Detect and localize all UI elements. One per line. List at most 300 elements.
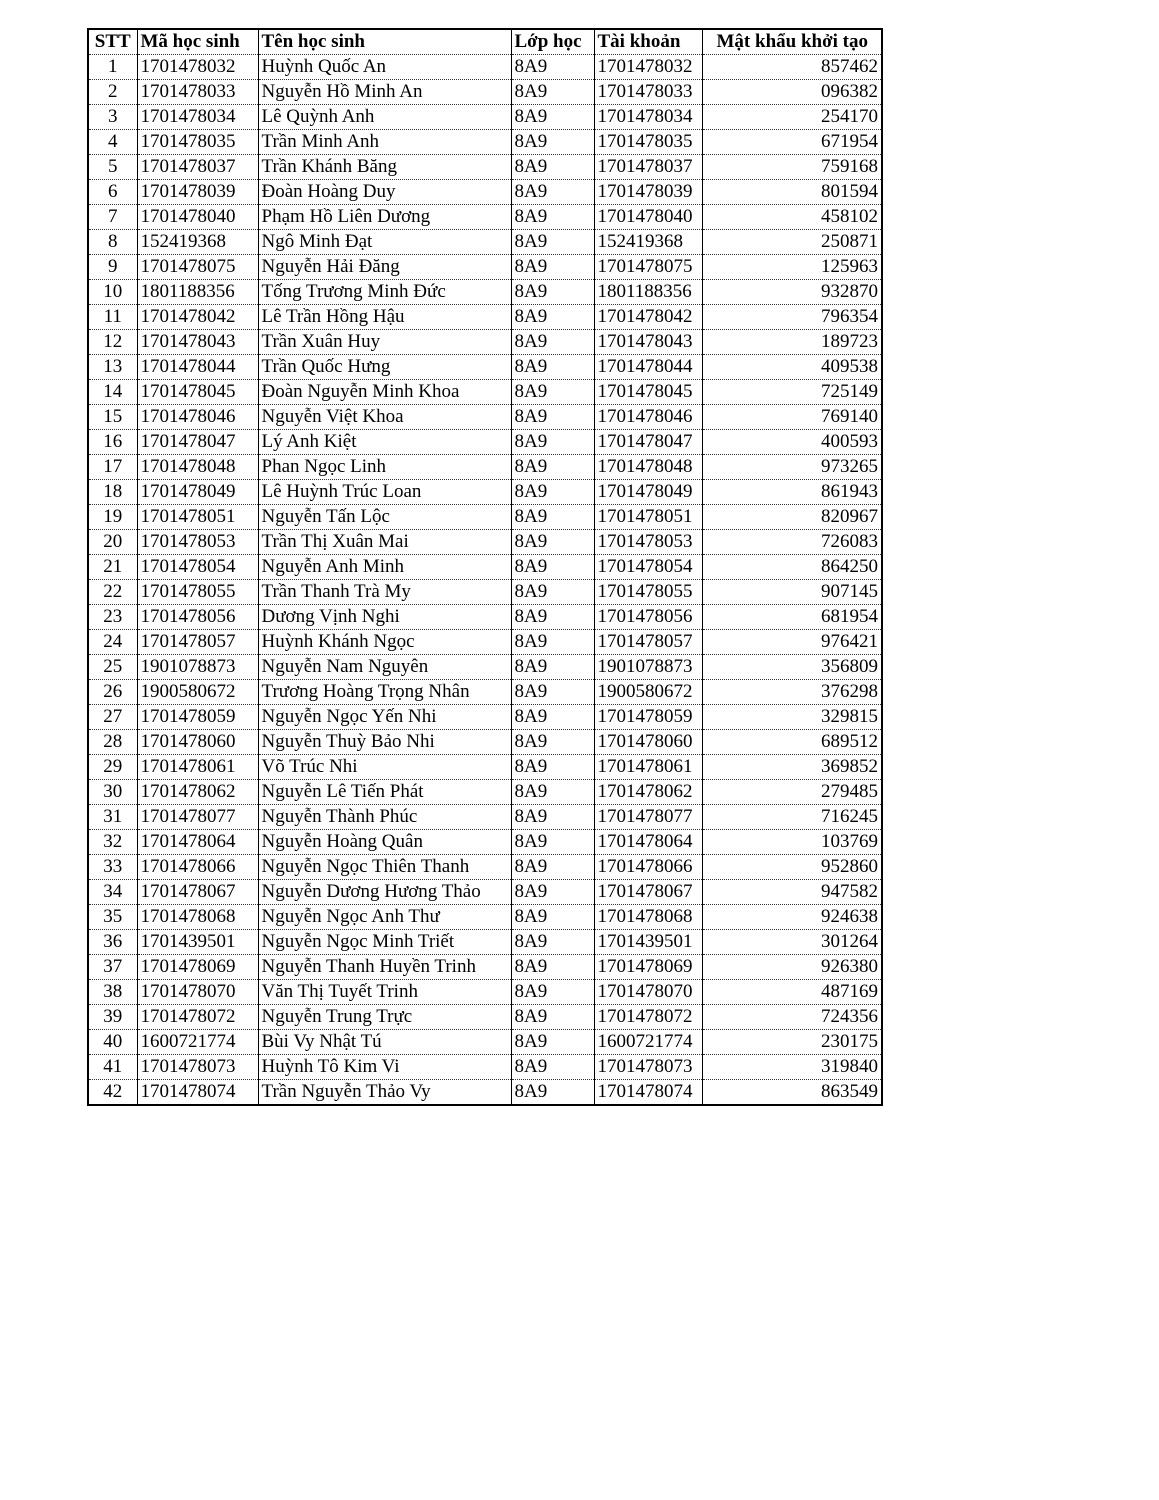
cell-ten-hoc-sinh: Nguyễn Ngọc Anh Thư xyxy=(258,905,511,930)
cell-ten-hoc-sinh: Nguyễn Việt Khoa xyxy=(258,405,511,430)
cell-ten-hoc-sinh: Nguyễn Ngọc Thiên Thanh xyxy=(258,855,511,880)
cell-ten-hoc-sinh: Phạm Hồ Liên Dương xyxy=(258,205,511,230)
cell-tai-khoan: 1701478061 xyxy=(594,755,702,780)
cell-lop-hoc: 8A9 xyxy=(511,180,594,205)
cell-stt: 32 xyxy=(88,830,137,855)
cell-lop-hoc: 8A9 xyxy=(511,530,594,555)
cell-mat-khau: 487169 xyxy=(702,980,882,1005)
cell-ma-hoc-sinh: 1701478074 xyxy=(137,1080,258,1106)
cell-ten-hoc-sinh: Võ Trúc Nhi xyxy=(258,755,511,780)
cell-ma-hoc-sinh: 1701478049 xyxy=(137,480,258,505)
cell-mat-khau: 769140 xyxy=(702,405,882,430)
cell-lop-hoc: 8A9 xyxy=(511,780,594,805)
cell-tai-khoan: 1701478059 xyxy=(594,705,702,730)
cell-lop-hoc: 8A9 xyxy=(511,155,594,180)
table-row xyxy=(88,905,882,930)
cell-stt: 1 xyxy=(88,55,137,80)
cell-stt: 35 xyxy=(88,905,137,930)
cell-tai-khoan: 1701478075 xyxy=(594,255,702,280)
cell-tai-khoan: 1701478054 xyxy=(594,555,702,580)
table-row xyxy=(88,480,882,505)
cell-ten-hoc-sinh: Trần Xuân Huy xyxy=(258,330,511,355)
cell-tai-khoan: 1901078873 xyxy=(594,655,702,680)
cell-ten-hoc-sinh: Trần Thị Xuân Mai xyxy=(258,530,511,555)
cell-ten-hoc-sinh: Tống Trương Minh Đức xyxy=(258,280,511,305)
table-row xyxy=(88,280,882,305)
table-row xyxy=(88,955,882,980)
cell-tai-khoan: 1701478068 xyxy=(594,905,702,930)
cell-ma-hoc-sinh: 1900580672 xyxy=(137,680,258,705)
cell-tai-khoan: 1701478073 xyxy=(594,1055,702,1080)
cell-ten-hoc-sinh: Trương Hoàng Trọng Nhân xyxy=(258,680,511,705)
cell-ten-hoc-sinh: Nguyễn Anh Minh xyxy=(258,555,511,580)
cell-mat-khau: 096382 xyxy=(702,80,882,105)
cell-ten-hoc-sinh: Nguyễn Dương Hương Thảo xyxy=(258,880,511,905)
header-stt: STT xyxy=(88,29,137,55)
cell-ma-hoc-sinh: 1701478034 xyxy=(137,105,258,130)
cell-stt: 21 xyxy=(88,555,137,580)
cell-stt: 33 xyxy=(88,855,137,880)
header-tai-khoan: Tài khoản xyxy=(594,29,702,55)
cell-ten-hoc-sinh: Ngô Minh Đạt xyxy=(258,230,511,255)
cell-mat-khau: 724356 xyxy=(702,1005,882,1030)
cell-ma-hoc-sinh: 1901078873 xyxy=(137,655,258,680)
cell-stt: 39 xyxy=(88,1005,137,1030)
header-lop-hoc: Lớp học xyxy=(511,29,594,55)
cell-stt: 26 xyxy=(88,680,137,705)
table-row xyxy=(88,980,882,1005)
cell-stt: 16 xyxy=(88,430,137,455)
cell-tai-khoan: 1701478042 xyxy=(594,305,702,330)
cell-ma-hoc-sinh: 1701478046 xyxy=(137,405,258,430)
cell-ma-hoc-sinh: 1701478047 xyxy=(137,430,258,455)
cell-lop-hoc: 8A9 xyxy=(511,205,594,230)
cell-tai-khoan: 1701478049 xyxy=(594,480,702,505)
cell-mat-khau: 976421 xyxy=(702,630,882,655)
table-row xyxy=(88,1080,882,1106)
cell-ma-hoc-sinh: 1801188356 xyxy=(137,280,258,305)
table-row xyxy=(88,80,882,105)
cell-lop-hoc: 8A9 xyxy=(511,655,594,680)
table-row xyxy=(88,730,882,755)
cell-tai-khoan: 1701478070 xyxy=(594,980,702,1005)
cell-mat-khau: 125963 xyxy=(702,255,882,280)
cell-ma-hoc-sinh: 1701478064 xyxy=(137,830,258,855)
table-row xyxy=(88,1055,882,1080)
table-row xyxy=(88,155,882,180)
cell-lop-hoc: 8A9 xyxy=(511,230,594,255)
cell-ten-hoc-sinh: Nguyễn Lê Tiến Phát xyxy=(258,780,511,805)
cell-ma-hoc-sinh: 1701478055 xyxy=(137,580,258,605)
cell-tai-khoan: 1701478045 xyxy=(594,380,702,405)
cell-stt: 18 xyxy=(88,480,137,505)
cell-stt: 9 xyxy=(88,255,137,280)
cell-lop-hoc: 8A9 xyxy=(511,455,594,480)
table-row xyxy=(88,305,882,330)
cell-stt: 42 xyxy=(88,1080,137,1106)
cell-lop-hoc: 8A9 xyxy=(511,280,594,305)
cell-tai-khoan: 1701478062 xyxy=(594,780,702,805)
student-account-table xyxy=(87,28,883,1106)
cell-ten-hoc-sinh: Trần Minh Anh xyxy=(258,130,511,155)
cell-ten-hoc-sinh: Nguyễn Tấn Lộc xyxy=(258,505,511,530)
cell-mat-khau: 689512 xyxy=(702,730,882,755)
cell-tai-khoan: 1701478035 xyxy=(594,130,702,155)
cell-mat-khau: 864250 xyxy=(702,555,882,580)
cell-stt: 2 xyxy=(88,80,137,105)
cell-stt: 11 xyxy=(88,305,137,330)
cell-stt: 31 xyxy=(88,805,137,830)
cell-ten-hoc-sinh: Lê Huỳnh Trúc Loan xyxy=(258,480,511,505)
cell-ma-hoc-sinh: 1701478073 xyxy=(137,1055,258,1080)
cell-ten-hoc-sinh: Trần Khánh Băng xyxy=(258,155,511,180)
cell-ma-hoc-sinh: 1701478042 xyxy=(137,305,258,330)
cell-stt: 19 xyxy=(88,505,137,530)
cell-ma-hoc-sinh: 1701478057 xyxy=(137,630,258,655)
table-row xyxy=(88,855,882,880)
cell-ten-hoc-sinh: Dương Vịnh Nghi xyxy=(258,605,511,630)
cell-mat-khau: 671954 xyxy=(702,130,882,155)
cell-lop-hoc: 8A9 xyxy=(511,905,594,930)
cell-stt: 38 xyxy=(88,980,137,1005)
cell-stt: 3 xyxy=(88,105,137,130)
cell-ma-hoc-sinh: 1701478043 xyxy=(137,330,258,355)
cell-lop-hoc: 8A9 xyxy=(511,1030,594,1055)
cell-ten-hoc-sinh: Trần Quốc Hưng xyxy=(258,355,511,380)
cell-tai-khoan: 1701478064 xyxy=(594,830,702,855)
cell-ten-hoc-sinh: Trần Nguyễn Thảo Vy xyxy=(258,1080,511,1106)
cell-ten-hoc-sinh: Lê Trần Hồng Hậu xyxy=(258,305,511,330)
cell-lop-hoc: 8A9 xyxy=(511,805,594,830)
cell-tai-khoan: 1701478055 xyxy=(594,580,702,605)
cell-tai-khoan: 1701478053 xyxy=(594,530,702,555)
cell-ma-hoc-sinh: 1701478062 xyxy=(137,780,258,805)
cell-stt: 20 xyxy=(88,530,137,555)
table-row xyxy=(88,1005,882,1030)
cell-ma-hoc-sinh: 1701478060 xyxy=(137,730,258,755)
cell-tai-khoan: 1701478056 xyxy=(594,605,702,630)
cell-mat-khau: 400593 xyxy=(702,430,882,455)
cell-stt: 13 xyxy=(88,355,137,380)
cell-ma-hoc-sinh: 1701478035 xyxy=(137,130,258,155)
cell-tai-khoan: 1701478077 xyxy=(594,805,702,830)
cell-stt: 15 xyxy=(88,405,137,430)
cell-ten-hoc-sinh: Nguyễn Thuỳ Bảo Nhi xyxy=(258,730,511,755)
cell-ma-hoc-sinh: 1701439501 xyxy=(137,930,258,955)
cell-ten-hoc-sinh: Văn Thị Tuyết Trinh xyxy=(258,980,511,1005)
table-row xyxy=(88,605,882,630)
cell-tai-khoan: 1701478032 xyxy=(594,55,702,80)
table-row xyxy=(88,230,882,255)
cell-ma-hoc-sinh: 1701478061 xyxy=(137,755,258,780)
cell-ma-hoc-sinh: 1701478070 xyxy=(137,980,258,1005)
cell-ten-hoc-sinh: Lý Anh Kiệt xyxy=(258,430,511,455)
cell-tai-khoan: 1701478033 xyxy=(594,80,702,105)
cell-tai-khoan: 1701439501 xyxy=(594,930,702,955)
cell-mat-khau: 376298 xyxy=(702,680,882,705)
table-row xyxy=(88,55,882,80)
cell-mat-khau: 820967 xyxy=(702,505,882,530)
cell-stt: 36 xyxy=(88,930,137,955)
header-ten-hoc-sinh: Tên học sinh xyxy=(258,29,511,55)
cell-ten-hoc-sinh: Đoàn Nguyễn Minh Khoa xyxy=(258,380,511,405)
cell-stt: 8 xyxy=(88,230,137,255)
cell-ten-hoc-sinh: Huỳnh Quốc An xyxy=(258,55,511,80)
cell-lop-hoc: 8A9 xyxy=(511,855,594,880)
table-row xyxy=(88,355,882,380)
cell-mat-khau: 926380 xyxy=(702,955,882,980)
cell-mat-khau: 189723 xyxy=(702,330,882,355)
table-row xyxy=(88,580,882,605)
cell-mat-khau: 230175 xyxy=(702,1030,882,1055)
cell-tai-khoan: 1701478040 xyxy=(594,205,702,230)
cell-lop-hoc: 8A9 xyxy=(511,555,594,580)
cell-lop-hoc: 8A9 xyxy=(511,580,594,605)
cell-stt: 34 xyxy=(88,880,137,905)
cell-lop-hoc: 8A9 xyxy=(511,680,594,705)
cell-mat-khau: 726083 xyxy=(702,530,882,555)
cell-tai-khoan: 1701478046 xyxy=(594,405,702,430)
cell-lop-hoc: 8A9 xyxy=(511,1080,594,1106)
table-row xyxy=(88,380,882,405)
cell-ten-hoc-sinh: Đoàn Hoàng Duy xyxy=(258,180,511,205)
cell-tai-khoan: 1701478044 xyxy=(594,355,702,380)
cell-lop-hoc: 8A9 xyxy=(511,1055,594,1080)
table-row xyxy=(88,330,882,355)
cell-lop-hoc: 8A9 xyxy=(511,80,594,105)
cell-lop-hoc: 8A9 xyxy=(511,980,594,1005)
cell-ma-hoc-sinh: 1701478045 xyxy=(137,380,258,405)
cell-tai-khoan: 1701478039 xyxy=(594,180,702,205)
table-row xyxy=(88,630,882,655)
cell-tai-khoan: 1801188356 xyxy=(594,280,702,305)
cell-lop-hoc: 8A9 xyxy=(511,930,594,955)
cell-ten-hoc-sinh: Nguyễn Trung Trực xyxy=(258,1005,511,1030)
table-row xyxy=(88,680,882,705)
table-row xyxy=(88,105,882,130)
cell-ten-hoc-sinh: Trần Thanh Trà My xyxy=(258,580,511,605)
cell-mat-khau: 759168 xyxy=(702,155,882,180)
table-row xyxy=(88,880,882,905)
cell-lop-hoc: 8A9 xyxy=(511,255,594,280)
cell-tai-khoan: 1701478067 xyxy=(594,880,702,905)
cell-tai-khoan: 1701478060 xyxy=(594,730,702,755)
cell-ten-hoc-sinh: Nguyễn Hoàng Quân xyxy=(258,830,511,855)
cell-stt: 12 xyxy=(88,330,137,355)
cell-ten-hoc-sinh: Nguyễn Nam Nguyên xyxy=(258,655,511,680)
table-row xyxy=(88,705,882,730)
cell-ma-hoc-sinh: 1701478053 xyxy=(137,530,258,555)
cell-mat-khau: 801594 xyxy=(702,180,882,205)
table-row xyxy=(88,780,882,805)
table-header-row xyxy=(88,29,882,55)
cell-stt: 23 xyxy=(88,605,137,630)
cell-ma-hoc-sinh: 1701478077 xyxy=(137,805,258,830)
cell-lop-hoc: 8A9 xyxy=(511,105,594,130)
cell-lop-hoc: 8A9 xyxy=(511,130,594,155)
cell-ma-hoc-sinh: 1701478039 xyxy=(137,180,258,205)
cell-tai-khoan: 1701478074 xyxy=(594,1080,702,1106)
cell-stt: 40 xyxy=(88,1030,137,1055)
cell-ma-hoc-sinh: 1701478037 xyxy=(137,155,258,180)
cell-tai-khoan: 1600721774 xyxy=(594,1030,702,1055)
cell-tai-khoan: 152419368 xyxy=(594,230,702,255)
table-row xyxy=(88,255,882,280)
cell-mat-khau: 279485 xyxy=(702,780,882,805)
cell-stt: 17 xyxy=(88,455,137,480)
cell-lop-hoc: 8A9 xyxy=(511,605,594,630)
cell-lop-hoc: 8A9 xyxy=(511,1005,594,1030)
cell-ma-hoc-sinh: 1701478040 xyxy=(137,205,258,230)
cell-tai-khoan: 1701478057 xyxy=(594,630,702,655)
cell-stt: 6 xyxy=(88,180,137,205)
table-row xyxy=(88,555,882,580)
cell-mat-khau: 369852 xyxy=(702,755,882,780)
table-row xyxy=(88,130,882,155)
cell-ten-hoc-sinh: Nguyễn Hồ Minh An xyxy=(258,80,511,105)
cell-tai-khoan: 1701478034 xyxy=(594,105,702,130)
cell-ma-hoc-sinh: 1600721774 xyxy=(137,1030,258,1055)
header-ma-hoc-sinh: Mã học sinh xyxy=(137,29,258,55)
table-row xyxy=(88,180,882,205)
cell-mat-khau: 861943 xyxy=(702,480,882,505)
table-body xyxy=(88,55,882,1106)
cell-tai-khoan: 1701478043 xyxy=(594,330,702,355)
cell-lop-hoc: 8A9 xyxy=(511,630,594,655)
cell-lop-hoc: 8A9 xyxy=(511,380,594,405)
cell-stt: 4 xyxy=(88,130,137,155)
cell-tai-khoan: 1701478051 xyxy=(594,505,702,530)
table-row xyxy=(88,530,882,555)
cell-mat-khau: 681954 xyxy=(702,605,882,630)
cell-ma-hoc-sinh: 1701478033 xyxy=(137,80,258,105)
cell-ma-hoc-sinh: 1701478044 xyxy=(137,355,258,380)
cell-lop-hoc: 8A9 xyxy=(511,880,594,905)
cell-ten-hoc-sinh: Bùi Vy Nhật Tú xyxy=(258,1030,511,1055)
table-row xyxy=(88,1030,882,1055)
cell-ten-hoc-sinh: Phan Ngọc Linh xyxy=(258,455,511,480)
cell-lop-hoc: 8A9 xyxy=(511,430,594,455)
cell-tai-khoan: 1701478066 xyxy=(594,855,702,880)
cell-mat-khau: 329815 xyxy=(702,705,882,730)
cell-ten-hoc-sinh: Nguyễn Ngọc Minh Triết xyxy=(258,930,511,955)
cell-ma-hoc-sinh: 1701478072 xyxy=(137,1005,258,1030)
cell-ma-hoc-sinh: 1701478066 xyxy=(137,855,258,880)
cell-lop-hoc: 8A9 xyxy=(511,755,594,780)
cell-lop-hoc: 8A9 xyxy=(511,505,594,530)
cell-stt: 5 xyxy=(88,155,137,180)
cell-ten-hoc-sinh: Lê Quỳnh Anh xyxy=(258,105,511,130)
cell-ma-hoc-sinh: 1701478069 xyxy=(137,955,258,980)
cell-stt: 41 xyxy=(88,1055,137,1080)
cell-tai-khoan: 1701478072 xyxy=(594,1005,702,1030)
header-mat-khau: Mật khẩu khởi tạo xyxy=(702,29,882,55)
cell-stt: 37 xyxy=(88,955,137,980)
cell-tai-khoan: 1701478048 xyxy=(594,455,702,480)
cell-mat-khau: 409538 xyxy=(702,355,882,380)
cell-mat-khau: 907145 xyxy=(702,580,882,605)
cell-mat-khau: 952860 xyxy=(702,855,882,880)
cell-mat-khau: 356809 xyxy=(702,655,882,680)
cell-lop-hoc: 8A9 xyxy=(511,730,594,755)
table-row xyxy=(88,805,882,830)
table-row xyxy=(88,205,882,230)
cell-lop-hoc: 8A9 xyxy=(511,330,594,355)
cell-lop-hoc: 8A9 xyxy=(511,355,594,380)
cell-mat-khau: 103769 xyxy=(702,830,882,855)
cell-stt: 30 xyxy=(88,780,137,805)
cell-ma-hoc-sinh: 1701478032 xyxy=(137,55,258,80)
cell-stt: 28 xyxy=(88,730,137,755)
cell-mat-khau: 796354 xyxy=(702,305,882,330)
cell-lop-hoc: 8A9 xyxy=(511,305,594,330)
cell-stt: 22 xyxy=(88,580,137,605)
table-row xyxy=(88,830,882,855)
cell-mat-khau: 924638 xyxy=(702,905,882,930)
cell-ma-hoc-sinh: 1701478067 xyxy=(137,880,258,905)
cell-lop-hoc: 8A9 xyxy=(511,705,594,730)
table-row xyxy=(88,430,882,455)
table-row xyxy=(88,405,882,430)
cell-stt: 29 xyxy=(88,755,137,780)
cell-mat-khau: 973265 xyxy=(702,455,882,480)
cell-tai-khoan: 1900580672 xyxy=(594,680,702,705)
cell-tai-khoan: 1701478047 xyxy=(594,430,702,455)
cell-lop-hoc: 8A9 xyxy=(511,405,594,430)
cell-ten-hoc-sinh: Huỳnh Khánh Ngọc xyxy=(258,630,511,655)
cell-ma-hoc-sinh: 152419368 xyxy=(137,230,258,255)
cell-mat-khau: 319840 xyxy=(702,1055,882,1080)
cell-mat-khau: 250871 xyxy=(702,230,882,255)
cell-mat-khau: 932870 xyxy=(702,280,882,305)
cell-mat-khau: 947582 xyxy=(702,880,882,905)
cell-stt: 14 xyxy=(88,380,137,405)
cell-lop-hoc: 8A9 xyxy=(511,55,594,80)
cell-ma-hoc-sinh: 1701478048 xyxy=(137,455,258,480)
cell-ma-hoc-sinh: 1701478051 xyxy=(137,505,258,530)
table-row xyxy=(88,655,882,680)
cell-lop-hoc: 8A9 xyxy=(511,480,594,505)
cell-stt: 7 xyxy=(88,205,137,230)
cell-tai-khoan: 1701478069 xyxy=(594,955,702,980)
table-row xyxy=(88,755,882,780)
cell-ten-hoc-sinh: Nguyễn Hải Đăng xyxy=(258,255,511,280)
cell-mat-khau: 857462 xyxy=(702,55,882,80)
cell-ten-hoc-sinh: Nguyễn Ngọc Yến Nhi xyxy=(258,705,511,730)
cell-mat-khau: 301264 xyxy=(702,930,882,955)
cell-stt: 27 xyxy=(88,705,137,730)
table-row xyxy=(88,930,882,955)
cell-lop-hoc: 8A9 xyxy=(511,955,594,980)
cell-ma-hoc-sinh: 1701478075 xyxy=(137,255,258,280)
cell-ten-hoc-sinh: Nguyễn Thành Phúc xyxy=(258,805,511,830)
cell-ma-hoc-sinh: 1701478068 xyxy=(137,905,258,930)
cell-mat-khau: 716245 xyxy=(702,805,882,830)
cell-lop-hoc: 8A9 xyxy=(511,830,594,855)
cell-mat-khau: 254170 xyxy=(702,105,882,130)
cell-stt: 24 xyxy=(88,630,137,655)
cell-stt: 10 xyxy=(88,280,137,305)
cell-mat-khau: 725149 xyxy=(702,380,882,405)
cell-ten-hoc-sinh: Huỳnh Tô Kim Vi xyxy=(258,1055,511,1080)
table-row xyxy=(88,505,882,530)
cell-mat-khau: 458102 xyxy=(702,205,882,230)
table-row xyxy=(88,455,882,480)
cell-ten-hoc-sinh: Nguyễn Thanh Huyền Trinh xyxy=(258,955,511,980)
cell-ma-hoc-sinh: 1701478059 xyxy=(137,705,258,730)
cell-stt: 25 xyxy=(88,655,137,680)
cell-mat-khau: 863549 xyxy=(702,1080,882,1106)
